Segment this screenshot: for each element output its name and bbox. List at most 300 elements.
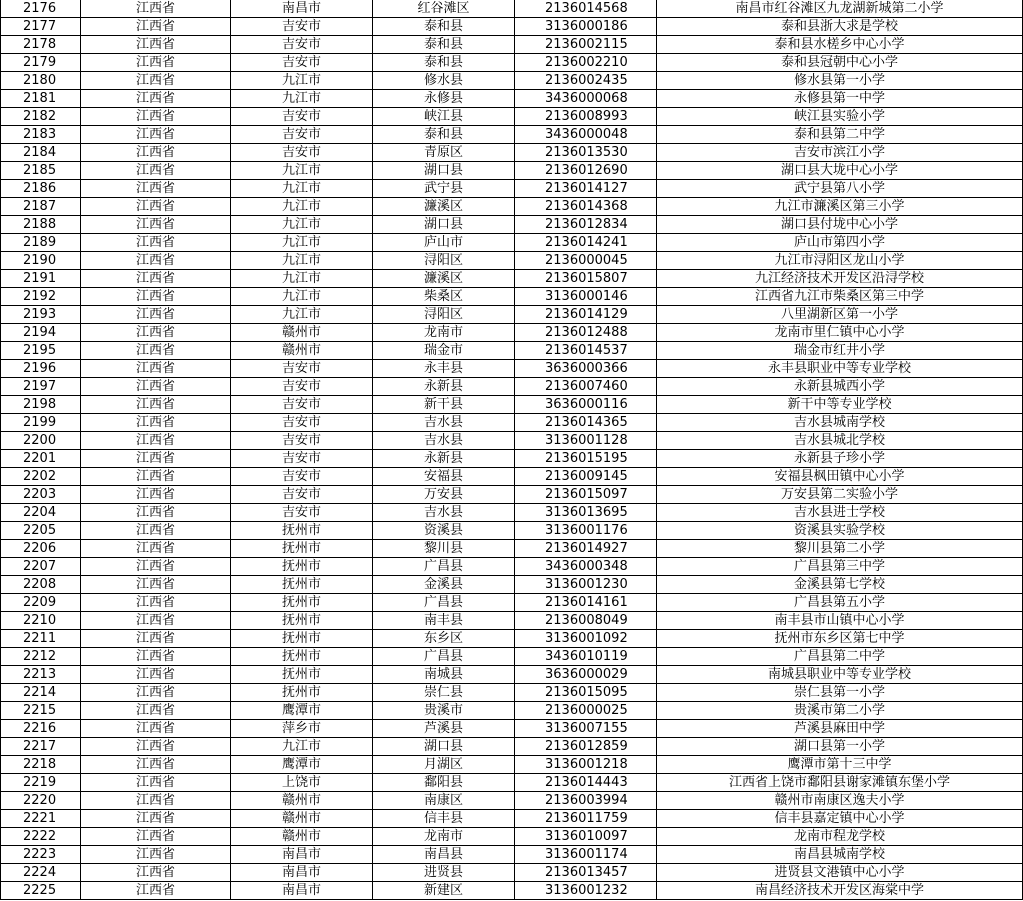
province-cell: 江西省 [81, 216, 231, 234]
city-cell: 九江市 [231, 738, 373, 756]
city-cell: 吉安市 [231, 378, 373, 396]
province-cell: 江西省 [81, 720, 231, 738]
table-row [1, 450, 1023, 468]
province-cell: 江西省 [81, 486, 231, 504]
row-number-cell: 2205 [1, 522, 81, 540]
province-cell: 江西省 [81, 234, 231, 252]
row-number-cell: 2221 [1, 810, 81, 828]
province-cell: 江西省 [81, 306, 231, 324]
school-name-cell: 武宁县第八小学 [657, 180, 1023, 198]
table-row [1, 414, 1023, 432]
school-code-cell: 2136012488 [515, 324, 657, 342]
school-code-cell: 3136007155 [515, 720, 657, 738]
school-code-cell: 3436000068 [515, 90, 657, 108]
row-number-cell: 2203 [1, 486, 81, 504]
school-code-cell: 3136001174 [515, 846, 657, 864]
table-row [1, 468, 1023, 486]
table-row [1, 666, 1023, 684]
school-code-cell: 2136008993 [515, 108, 657, 126]
city-cell: 吉安市 [231, 450, 373, 468]
row-number-cell: 2187 [1, 198, 81, 216]
province-cell: 江西省 [81, 54, 231, 72]
school-code-cell: 2136014365 [515, 414, 657, 432]
school-code-cell: 2136014161 [515, 594, 657, 612]
school-code-cell: 2136015097 [515, 486, 657, 504]
district-cell: 安福县 [373, 468, 515, 486]
school-code-cell: 2136012834 [515, 216, 657, 234]
city-cell: 南昌市 [231, 846, 373, 864]
table-row [1, 90, 1023, 108]
school-code-cell: 2136011759 [515, 810, 657, 828]
table-row [1, 396, 1023, 414]
school-name-cell: 崇仁县第一小学 [657, 684, 1023, 702]
school-code-cell: 2136015195 [515, 450, 657, 468]
school-code-cell: 3136000186 [515, 18, 657, 36]
row-number-cell: 2188 [1, 216, 81, 234]
province-cell: 江西省 [81, 126, 231, 144]
row-number-cell: 2219 [1, 774, 81, 792]
district-cell: 广昌县 [373, 558, 515, 576]
district-cell: 新建区 [373, 882, 515, 900]
province-cell: 江西省 [81, 576, 231, 594]
row-number-cell: 2181 [1, 90, 81, 108]
row-number-cell: 2217 [1, 738, 81, 756]
city-cell: 抚州市 [231, 666, 373, 684]
table-row [1, 594, 1023, 612]
city-cell: 鹰潭市 [231, 702, 373, 720]
school-code-cell: 2136013530 [515, 144, 657, 162]
district-cell: 修水县 [373, 72, 515, 90]
school-name-cell: 吉水县城南学校 [657, 414, 1023, 432]
province-cell: 江西省 [81, 522, 231, 540]
province-cell: 江西省 [81, 324, 231, 342]
school-code-cell: 2136000045 [515, 252, 657, 270]
province-cell: 江西省 [81, 702, 231, 720]
province-cell: 江西省 [81, 180, 231, 198]
school-code-cell: 2136002115 [515, 36, 657, 54]
table-row [1, 288, 1023, 306]
row-number-cell: 2189 [1, 234, 81, 252]
school-name-cell: 永新县城西小学 [657, 378, 1023, 396]
district-cell: 贵溪市 [373, 702, 515, 720]
province-cell: 江西省 [81, 144, 231, 162]
province-cell: 江西省 [81, 828, 231, 846]
school-code-cell: 3136001230 [515, 576, 657, 594]
row-number-cell: 2185 [1, 162, 81, 180]
row-number-cell: 2208 [1, 576, 81, 594]
table-row [1, 792, 1023, 810]
province-cell: 江西省 [81, 810, 231, 828]
city-cell: 九江市 [231, 180, 373, 198]
province-cell: 江西省 [81, 540, 231, 558]
school-name-cell: 修水县第一小学 [657, 72, 1023, 90]
table-row [1, 54, 1023, 72]
province-cell: 江西省 [81, 846, 231, 864]
district-cell: 新干县 [373, 396, 515, 414]
city-cell: 九江市 [231, 306, 373, 324]
city-cell: 吉安市 [231, 18, 373, 36]
row-number-cell: 2182 [1, 108, 81, 126]
province-cell: 江西省 [81, 774, 231, 792]
row-number-cell: 2199 [1, 414, 81, 432]
district-cell: 信丰县 [373, 810, 515, 828]
table-row [1, 0, 1023, 18]
district-cell: 浔阳区 [373, 252, 515, 270]
province-cell: 江西省 [81, 0, 231, 18]
district-cell: 吉水县 [373, 414, 515, 432]
city-cell: 南昌市 [231, 882, 373, 900]
table-row [1, 522, 1023, 540]
district-cell: 泰和县 [373, 36, 515, 54]
table-row [1, 504, 1023, 522]
school-name-cell: 鹰潭市第十三中学 [657, 756, 1023, 774]
district-cell: 吉水县 [373, 504, 515, 522]
province-cell: 江西省 [81, 270, 231, 288]
school-name-cell: 芦溪县麻田中学 [657, 720, 1023, 738]
province-cell: 江西省 [81, 36, 231, 54]
province-cell: 江西省 [81, 342, 231, 360]
table-row [1, 234, 1023, 252]
row-number-cell: 2190 [1, 252, 81, 270]
city-cell: 抚州市 [231, 630, 373, 648]
table-row [1, 810, 1023, 828]
district-cell: 南康区 [373, 792, 515, 810]
school-name-cell: 吉水县进士学校 [657, 504, 1023, 522]
school-code-cell: 2136003994 [515, 792, 657, 810]
school-name-cell: 湖口县大垅中心小学 [657, 162, 1023, 180]
district-cell: 湖口县 [373, 738, 515, 756]
school-name-cell: 泰和县第二中学 [657, 126, 1023, 144]
city-cell: 吉安市 [231, 108, 373, 126]
table-row [1, 72, 1023, 90]
table-row [1, 558, 1023, 576]
table-row [1, 378, 1023, 396]
table-row [1, 432, 1023, 450]
row-number-cell: 2177 [1, 18, 81, 36]
school-name-cell: 泰和县浙大求是学校 [657, 18, 1023, 36]
row-number-cell: 2193 [1, 306, 81, 324]
row-number-cell: 2202 [1, 468, 81, 486]
school-code-cell: 2136014368 [515, 198, 657, 216]
province-cell: 江西省 [81, 450, 231, 468]
school-code-cell: 3636000366 [515, 360, 657, 378]
district-cell: 南城县 [373, 666, 515, 684]
city-cell: 抚州市 [231, 540, 373, 558]
district-cell: 崇仁县 [373, 684, 515, 702]
school-name-cell: 金溪县第七学校 [657, 576, 1023, 594]
city-cell: 赣州市 [231, 342, 373, 360]
province-cell: 江西省 [81, 594, 231, 612]
district-cell: 泰和县 [373, 18, 515, 36]
city-cell: 九江市 [231, 288, 373, 306]
school-code-cell: 3136000146 [515, 288, 657, 306]
city-cell: 赣州市 [231, 792, 373, 810]
school-name-cell: 南昌经济技术开发区海棠中学 [657, 882, 1023, 900]
province-cell: 江西省 [81, 666, 231, 684]
city-cell: 吉安市 [231, 144, 373, 162]
province-cell: 江西省 [81, 738, 231, 756]
city-cell: 上饶市 [231, 774, 373, 792]
row-number-cell: 2225 [1, 882, 81, 900]
province-cell: 江西省 [81, 756, 231, 774]
district-cell: 武宁县 [373, 180, 515, 198]
row-number-cell: 2207 [1, 558, 81, 576]
table-row [1, 720, 1023, 738]
row-number-cell: 2213 [1, 666, 81, 684]
district-cell: 万安县 [373, 486, 515, 504]
school-name-cell: 八里湖新区第一小学 [657, 306, 1023, 324]
table-row [1, 126, 1023, 144]
province-cell: 江西省 [81, 468, 231, 486]
school-code-cell: 3136001218 [515, 756, 657, 774]
district-cell: 资溪县 [373, 522, 515, 540]
district-cell: 永新县 [373, 378, 515, 396]
school-code-cell: 2136014568 [515, 0, 657, 18]
district-cell: 进贤县 [373, 864, 515, 882]
province-cell: 江西省 [81, 558, 231, 576]
row-number-cell: 2191 [1, 270, 81, 288]
school-code-cell: 2136002435 [515, 72, 657, 90]
row-number-cell: 2220 [1, 792, 81, 810]
city-cell: 抚州市 [231, 558, 373, 576]
city-cell: 赣州市 [231, 828, 373, 846]
school-name-cell: 抚州市东乡区第七中学 [657, 630, 1023, 648]
school-code-cell: 3436010119 [515, 648, 657, 666]
school-name-cell: 龙南市里仁镇中心小学 [657, 324, 1023, 342]
province-cell: 江西省 [81, 162, 231, 180]
city-cell: 九江市 [231, 72, 373, 90]
school-name-cell: 永丰县职业中等专业学校 [657, 360, 1023, 378]
table-row [1, 198, 1023, 216]
district-cell: 泰和县 [373, 126, 515, 144]
table-body [1, 0, 1023, 900]
row-number-cell: 2223 [1, 846, 81, 864]
province-cell: 江西省 [81, 360, 231, 378]
table-row [1, 846, 1023, 864]
school-code-cell: 2136014127 [515, 180, 657, 198]
district-cell: 黎川县 [373, 540, 515, 558]
table-row [1, 702, 1023, 720]
district-cell: 瑞金市 [373, 342, 515, 360]
school-code-cell: 3136013695 [515, 504, 657, 522]
city-cell: 九江市 [231, 162, 373, 180]
school-code-cell: 2136014241 [515, 234, 657, 252]
table-row [1, 738, 1023, 756]
table-row [1, 486, 1023, 504]
table-row [1, 864, 1023, 882]
row-number-cell: 2216 [1, 720, 81, 738]
district-cell: 金溪县 [373, 576, 515, 594]
table-row [1, 630, 1023, 648]
row-number-cell: 2195 [1, 342, 81, 360]
school-code-cell: 2136009145 [515, 468, 657, 486]
school-name-cell: 安福县枫田镇中心小学 [657, 468, 1023, 486]
city-cell: 九江市 [231, 234, 373, 252]
province-cell: 江西省 [81, 252, 231, 270]
city-cell: 吉安市 [231, 486, 373, 504]
school-name-cell: 永新县子珍小学 [657, 450, 1023, 468]
table-row [1, 540, 1023, 558]
district-cell: 青原区 [373, 144, 515, 162]
school-name-cell: 湖口县第一小学 [657, 738, 1023, 756]
table-row [1, 576, 1023, 594]
district-cell: 庐山市 [373, 234, 515, 252]
school-name-cell: 泰和县冠朝中心小学 [657, 54, 1023, 72]
school-code-cell: 3636000029 [515, 666, 657, 684]
school-code-cell: 2136012859 [515, 738, 657, 756]
district-cell: 吉水县 [373, 432, 515, 450]
row-number-cell: 2215 [1, 702, 81, 720]
province-cell: 江西省 [81, 414, 231, 432]
table-row [1, 612, 1023, 630]
school-name-cell: 峡江县实验小学 [657, 108, 1023, 126]
school-code-cell: 2136014129 [515, 306, 657, 324]
table-row [1, 756, 1023, 774]
province-cell: 江西省 [81, 864, 231, 882]
row-number-cell: 2200 [1, 432, 81, 450]
school-code-cell: 2136000025 [515, 702, 657, 720]
row-number-cell: 2196 [1, 360, 81, 378]
city-cell: 南昌市 [231, 864, 373, 882]
row-number-cell: 2183 [1, 126, 81, 144]
school-name-cell: 泰和县水槎乡中心小学 [657, 36, 1023, 54]
school-code-cell: 3136001092 [515, 630, 657, 648]
province-cell: 江西省 [81, 630, 231, 648]
table-row [1, 108, 1023, 126]
province-cell: 江西省 [81, 396, 231, 414]
table-row [1, 18, 1023, 36]
school-name-cell: 万安县第二实验小学 [657, 486, 1023, 504]
table-row [1, 882, 1023, 900]
province-cell: 江西省 [81, 378, 231, 396]
district-cell: 濂溪区 [373, 270, 515, 288]
row-number-cell: 2211 [1, 630, 81, 648]
table-row [1, 180, 1023, 198]
table-row [1, 36, 1023, 54]
school-code-cell: 2136014443 [515, 774, 657, 792]
table-row [1, 306, 1023, 324]
city-cell: 萍乡市 [231, 720, 373, 738]
district-cell: 龙南市 [373, 828, 515, 846]
city-cell: 九江市 [231, 252, 373, 270]
row-number-cell: 2184 [1, 144, 81, 162]
school-name-cell: 龙南市程龙学校 [657, 828, 1023, 846]
row-number-cell: 2209 [1, 594, 81, 612]
school-name-cell: 南昌县城南学校 [657, 846, 1023, 864]
city-cell: 抚州市 [231, 612, 373, 630]
city-cell: 抚州市 [231, 648, 373, 666]
school-name-cell: 进贤县文港镇中心小学 [657, 864, 1023, 882]
school-name-cell: 资溪县实验学校 [657, 522, 1023, 540]
school-code-cell: 2136007460 [515, 378, 657, 396]
school-name-cell: 广昌县第二中学 [657, 648, 1023, 666]
school-name-cell: 九江市浔阳区龙山小学 [657, 252, 1023, 270]
city-cell: 赣州市 [231, 810, 373, 828]
district-cell: 柴桑区 [373, 288, 515, 306]
school-name-cell: 江西省上饶市鄱阳县谢家滩镇东堡小学 [657, 774, 1023, 792]
city-cell: 抚州市 [231, 684, 373, 702]
school-code-cell: 3136010097 [515, 828, 657, 846]
district-cell: 浔阳区 [373, 306, 515, 324]
city-cell: 赣州市 [231, 324, 373, 342]
table-row [1, 324, 1023, 342]
table-row [1, 774, 1023, 792]
row-number-cell: 2222 [1, 828, 81, 846]
school-name-cell: 南昌市红谷滩区九龙湖新城第二小学 [657, 0, 1023, 18]
district-cell: 广昌县 [373, 648, 515, 666]
school-name-cell: 黎川县第二小学 [657, 540, 1023, 558]
table-row [1, 162, 1023, 180]
province-cell: 江西省 [81, 72, 231, 90]
row-number-cell: 2198 [1, 396, 81, 414]
city-cell: 吉安市 [231, 126, 373, 144]
province-cell: 江西省 [81, 504, 231, 522]
row-number-cell: 2210 [1, 612, 81, 630]
district-cell: 南丰县 [373, 612, 515, 630]
table-row [1, 342, 1023, 360]
city-cell: 吉安市 [231, 54, 373, 72]
city-cell: 吉安市 [231, 468, 373, 486]
city-cell: 九江市 [231, 90, 373, 108]
table-row [1, 144, 1023, 162]
row-number-cell: 2194 [1, 324, 81, 342]
city-cell: 鹰潭市 [231, 756, 373, 774]
table-row [1, 360, 1023, 378]
school-code-cell: 2136015807 [515, 270, 657, 288]
school-name-cell: 吉安市滨江小学 [657, 144, 1023, 162]
school-code-cell: 2136002210 [515, 54, 657, 72]
province-cell: 江西省 [81, 612, 231, 630]
row-number-cell: 2178 [1, 36, 81, 54]
province-cell: 江西省 [81, 432, 231, 450]
district-cell: 湖口县 [373, 162, 515, 180]
city-cell: 吉安市 [231, 432, 373, 450]
district-cell: 龙南市 [373, 324, 515, 342]
school-name-cell: 吉水县城北学校 [657, 432, 1023, 450]
province-cell: 江西省 [81, 882, 231, 900]
table-row [1, 828, 1023, 846]
school-name-cell: 永修县第一中学 [657, 90, 1023, 108]
school-name-cell: 庐山市第四小学 [657, 234, 1023, 252]
school-name-cell: 贵溪市第二小学 [657, 702, 1023, 720]
school-name-cell: 九江市濂溪区第三小学 [657, 198, 1023, 216]
school-name-cell: 南丰县市山镇中心小学 [657, 612, 1023, 630]
district-cell: 永新县 [373, 450, 515, 468]
province-cell: 江西省 [81, 288, 231, 306]
table-row [1, 684, 1023, 702]
city-cell: 南昌市 [231, 0, 373, 18]
district-cell: 泰和县 [373, 54, 515, 72]
district-cell: 峡江县 [373, 108, 515, 126]
school-name-cell: 赣州市南康区逸夫小学 [657, 792, 1023, 810]
school-code-cell: 2136014537 [515, 342, 657, 360]
district-cell: 红谷滩区 [373, 0, 515, 18]
school-name-cell: 广昌县第五小学 [657, 594, 1023, 612]
row-number-cell: 2176 [1, 0, 81, 18]
school-name-cell: 江西省九江市柴桑区第三中学 [657, 288, 1023, 306]
school-code-cell: 3436000348 [515, 558, 657, 576]
city-cell: 抚州市 [231, 522, 373, 540]
table-row [1, 648, 1023, 666]
school-code-cell: 2136012690 [515, 162, 657, 180]
table-row [1, 216, 1023, 234]
school-code-cell: 2136015095 [515, 684, 657, 702]
district-cell: 鄱阳县 [373, 774, 515, 792]
school-name-cell: 信丰县嘉定镇中心小学 [657, 810, 1023, 828]
row-number-cell: 2218 [1, 756, 81, 774]
row-number-cell: 2212 [1, 648, 81, 666]
school-name-cell: 九江经济技术开发区沿浔学校 [657, 270, 1023, 288]
